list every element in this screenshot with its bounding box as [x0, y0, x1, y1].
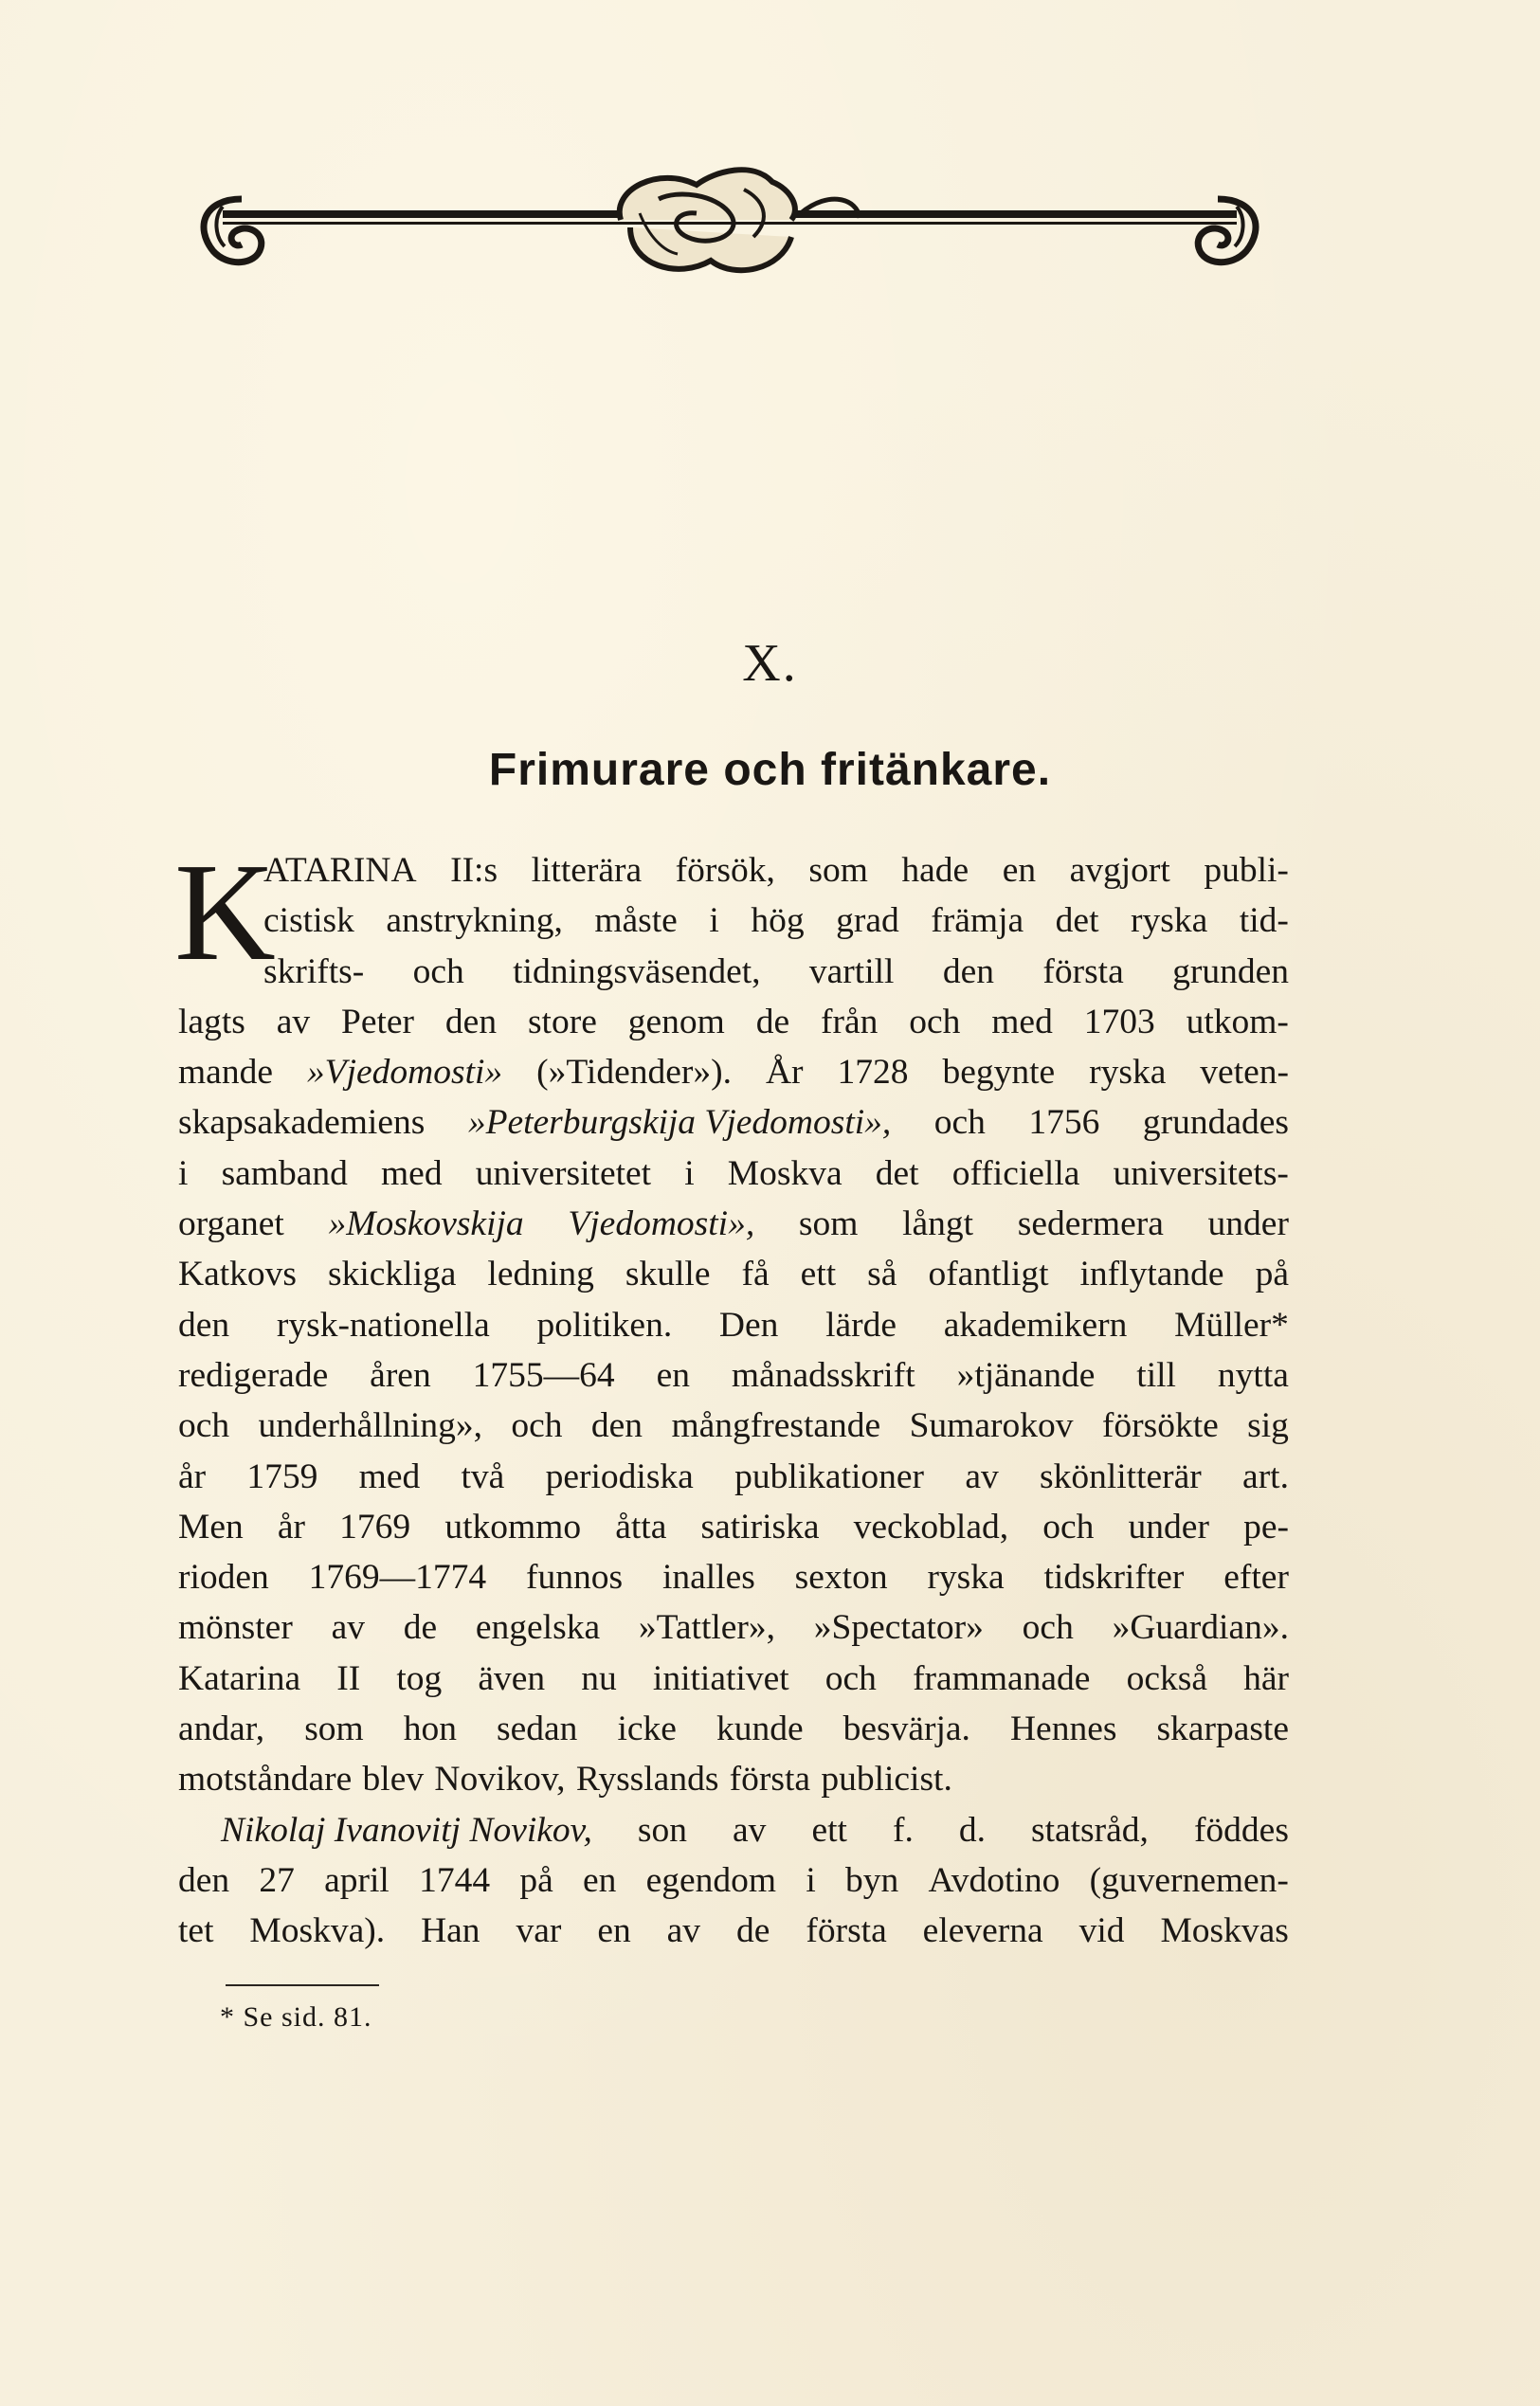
- word: den: [444, 1002, 498, 1041]
- word: med: [991, 1002, 1053, 1041]
- word: ofantligt: [928, 1255, 1049, 1294]
- word: litterära: [531, 851, 643, 890]
- word: År: [765, 1053, 804, 1093]
- word: och: [824, 1658, 877, 1698]
- word: 1755—64: [472, 1355, 615, 1395]
- text-line: [178, 947, 1289, 997]
- word: pe-: [1243, 1507, 1289, 1547]
- word: Moskvas: [1160, 1911, 1289, 1951]
- word: avgjort: [1069, 851, 1170, 890]
- word: periodiska: [545, 1456, 694, 1496]
- word: som: [304, 1710, 364, 1749]
- word: av: [331, 1608, 365, 1648]
- word: lagts: [178, 1002, 245, 1041]
- text-line: [178, 1855, 1289, 1906]
- word: »Guardian».: [1112, 1608, 1289, 1648]
- word: hade: [901, 851, 969, 890]
- word: publikationer: [734, 1456, 925, 1496]
- word: månadsskrift: [731, 1355, 915, 1395]
- word: och: [909, 1002, 961, 1041]
- text-line: [178, 895, 1289, 946]
- word: Müller*: [1174, 1305, 1289, 1345]
- word: som: [798, 1204, 859, 1244]
- word: under: [1128, 1507, 1209, 1547]
- word: en: [582, 1860, 617, 1900]
- word: skönlitterär: [1039, 1456, 1202, 1496]
- word: försökte: [1101, 1406, 1219, 1446]
- text-line: [178, 1502, 1289, 1552]
- text-line: [178, 1097, 1289, 1148]
- word: det: [1055, 901, 1099, 941]
- word: på: [519, 1860, 553, 1900]
- word: kunde: [716, 1710, 804, 1749]
- word: Katarina: [178, 1658, 301, 1698]
- word: anstrykning,: [386, 901, 563, 941]
- word: samband: [221, 1153, 348, 1193]
- text-line: [178, 1300, 1289, 1350]
- word: sedan: [497, 1710, 578, 1749]
- word: få: [741, 1255, 770, 1294]
- word: skickliga: [328, 1255, 457, 1294]
- word: Sumarokov: [909, 1406, 1074, 1446]
- word: nytta: [1217, 1355, 1289, 1395]
- chapter-number: X.: [742, 634, 798, 693]
- word: eleverna: [922, 1911, 1043, 1951]
- word: försök,: [675, 851, 775, 890]
- word: den: [590, 1406, 643, 1446]
- word: officiella: [951, 1153, 1080, 1193]
- text-line: [178, 1149, 1289, 1199]
- word: sexton: [794, 1558, 888, 1598]
- word: byn: [844, 1860, 899, 1900]
- word: 1703: [1083, 1002, 1155, 1041]
- word: 1769—1774: [308, 1558, 487, 1598]
- word: funnos: [526, 1558, 624, 1598]
- word: första: [806, 1911, 887, 1951]
- word: de: [755, 1002, 790, 1041]
- word: och: [1042, 1507, 1095, 1547]
- word: Vjedomosti»,: [568, 1204, 755, 1244]
- word: under: [1207, 1204, 1289, 1244]
- word: universitets-: [1113, 1153, 1289, 1193]
- word: främja: [931, 901, 1024, 941]
- word: åtta: [615, 1507, 667, 1547]
- word: tid-: [1239, 901, 1289, 941]
- word: andar,: [178, 1710, 265, 1749]
- word: som: [808, 851, 868, 890]
- word: långt: [902, 1204, 974, 1244]
- word: sig: [1247, 1406, 1289, 1446]
- word: två: [461, 1456, 505, 1496]
- word: tet: [178, 1911, 214, 1951]
- text-line: [178, 1906, 1289, 1956]
- word: veckoblad,: [853, 1507, 1009, 1547]
- text-lines: [178, 845, 1289, 1957]
- word: art.: [1242, 1456, 1289, 1496]
- word: föddes: [1193, 1810, 1289, 1850]
- word: mångfrestande: [671, 1406, 881, 1446]
- word: och: [1022, 1608, 1074, 1648]
- word: efter: [1223, 1558, 1289, 1598]
- word: Novikov,: [434, 1760, 566, 1800]
- drop-cap: K: [174, 835, 276, 990]
- word: cistisk: [263, 901, 354, 941]
- word: så: [867, 1255, 897, 1294]
- word: 1728: [837, 1053, 909, 1093]
- word: ryska: [1089, 1053, 1167, 1093]
- word: skarpaste: [1156, 1710, 1289, 1749]
- word: 27: [259, 1860, 295, 1900]
- footnote-rule: [226, 1984, 379, 1986]
- word: ett: [811, 1810, 847, 1850]
- footnote: * Se sid. 81.: [220, 2001, 372, 2033]
- text-line: [178, 1754, 1289, 1804]
- word: i: [178, 1153, 189, 1193]
- word: motståndare: [178, 1760, 353, 1800]
- word: var: [516, 1911, 562, 1951]
- word: Rysslands: [575, 1760, 719, 1800]
- word: publicist.: [821, 1760, 952, 1800]
- word: Moskva: [727, 1153, 842, 1193]
- word: åren: [370, 1355, 431, 1395]
- word: av: [666, 1911, 701, 1951]
- word: från: [820, 1002, 879, 1041]
- word: ett: [800, 1255, 837, 1294]
- word: grad: [836, 901, 899, 941]
- word: skulle: [625, 1255, 711, 1294]
- word: »Tattler»,: [638, 1608, 776, 1648]
- word: också: [1126, 1658, 1207, 1698]
- text-line: [178, 1199, 1289, 1249]
- word: måste: [594, 901, 678, 941]
- word: hon: [403, 1710, 457, 1749]
- word: Moskva).: [249, 1911, 386, 1951]
- word: »Spectator»: [813, 1608, 984, 1648]
- word: icke: [617, 1710, 677, 1749]
- word: 1759: [246, 1456, 318, 1496]
- word: rysk-nationella: [276, 1305, 490, 1345]
- word: en: [656, 1355, 690, 1395]
- word: utkom-: [1186, 1002, 1289, 1041]
- word: universitetet: [475, 1153, 652, 1193]
- word: inalles: [661, 1558, 755, 1598]
- word: Avdotino: [928, 1860, 1060, 1900]
- word: initiativet: [652, 1658, 789, 1698]
- word: begynte: [942, 1053, 1056, 1093]
- word: store: [527, 1002, 597, 1041]
- word: blev: [362, 1760, 425, 1800]
- word: d.: [958, 1810, 986, 1850]
- word: de: [403, 1608, 438, 1648]
- word: och: [178, 1406, 230, 1446]
- word: ATARINA: [263, 851, 417, 890]
- word: ryska: [1131, 901, 1208, 941]
- text-line: [178, 1704, 1289, 1754]
- word: lärde: [825, 1305, 897, 1345]
- word: (guvernemen-: [1089, 1860, 1289, 1900]
- word: rioden: [178, 1558, 269, 1598]
- word: »Peterburgskija Vjedomosti»,: [467, 1103, 892, 1143]
- word: mönster: [178, 1608, 293, 1648]
- word: nu: [581, 1658, 617, 1698]
- text-line: [178, 845, 1289, 895]
- word: f.: [892, 1810, 914, 1850]
- word: den: [178, 1305, 230, 1345]
- word: en: [1002, 851, 1037, 890]
- word: vartill: [808, 951, 895, 991]
- word: satiriska: [700, 1507, 820, 1547]
- word: inflytande: [1079, 1255, 1224, 1294]
- word: son: [637, 1810, 688, 1850]
- body-text: [174, 835, 1289, 1957]
- text-line: [178, 1805, 1289, 1855]
- word: hög: [751, 901, 805, 941]
- word: mande: [178, 1053, 273, 1093]
- word: grunden: [1172, 951, 1289, 991]
- word: vid: [1078, 1911, 1125, 1951]
- word: II: [336, 1658, 361, 1698]
- word: »Vjedomosti»: [306, 1053, 503, 1093]
- word: av: [276, 1002, 311, 1041]
- word: och: [933, 1103, 986, 1143]
- word: sedermera: [1017, 1204, 1164, 1244]
- word: även: [478, 1658, 546, 1698]
- word: år: [277, 1507, 306, 1547]
- word: med: [381, 1153, 443, 1193]
- word: på: [1255, 1255, 1289, 1294]
- word: »Moskovskija: [328, 1204, 524, 1244]
- text-line: [178, 1654, 1289, 1704]
- word: politiken.: [536, 1305, 673, 1345]
- word: Nikolaj Ivanovitj Novikov,: [221, 1810, 592, 1850]
- word: och: [511, 1406, 563, 1446]
- text-line: [178, 1401, 1289, 1451]
- word: ryska: [927, 1558, 1005, 1598]
- word: besvärja.: [842, 1710, 970, 1749]
- word: en: [597, 1911, 631, 1951]
- word: tidskrifter: [1043, 1558, 1185, 1598]
- word: statsråd,: [1030, 1810, 1149, 1850]
- word: ledning: [487, 1255, 594, 1294]
- word: Katkovs: [178, 1255, 297, 1294]
- word: Hennes: [1009, 1710, 1117, 1749]
- text-line: [178, 1452, 1289, 1502]
- word: underhållning»,: [258, 1406, 482, 1446]
- word: 1769: [339, 1507, 411, 1547]
- word: Peter: [340, 1002, 415, 1041]
- text-line: [178, 1249, 1289, 1299]
- word: här: [1243, 1658, 1289, 1698]
- word: och: [412, 951, 464, 991]
- word: i: [806, 1860, 816, 1900]
- text-line: [178, 997, 1289, 1047]
- word: skrifts-: [263, 951, 365, 991]
- word: april: [324, 1860, 390, 1900]
- word: den: [178, 1860, 230, 1900]
- word: tog: [396, 1658, 443, 1698]
- word: skapsakademiens: [178, 1103, 426, 1143]
- chapter-title: Frimurare och fritänkare.: [488, 745, 1052, 795]
- word: engelska: [475, 1608, 601, 1648]
- word: första: [729, 1760, 811, 1800]
- ornamental-headpiece: [185, 161, 1275, 303]
- text-line: [178, 1047, 1289, 1097]
- word: frammanade: [913, 1658, 1091, 1698]
- word: redigerade: [178, 1355, 329, 1395]
- word: akademikern: [943, 1305, 1128, 1345]
- word: av: [733, 1810, 767, 1850]
- word: den: [942, 951, 994, 991]
- word: organet: [178, 1204, 284, 1244]
- word: år: [178, 1456, 207, 1496]
- word: i: [684, 1153, 695, 1193]
- text-line: [178, 1350, 1289, 1401]
- word: det: [875, 1153, 919, 1193]
- word: de: [736, 1911, 770, 1951]
- word: genom: [627, 1002, 725, 1041]
- word: veten-: [1200, 1053, 1289, 1093]
- word: II:s: [450, 851, 498, 890]
- word: Den: [718, 1305, 779, 1345]
- word: 1756: [1028, 1103, 1100, 1143]
- word: publi-: [1204, 851, 1289, 890]
- word: grundades: [1142, 1103, 1289, 1143]
- word: Han: [421, 1911, 480, 1951]
- word: egendom: [645, 1860, 777, 1900]
- word: 1744: [419, 1860, 491, 1900]
- word: utkommo: [444, 1507, 582, 1547]
- word: till: [1136, 1355, 1176, 1395]
- word: i: [709, 901, 719, 941]
- word: (»Tidender»).: [536, 1053, 732, 1093]
- text-line: [178, 1552, 1289, 1602]
- word: tidningsväsendet,: [513, 951, 761, 991]
- word: av: [965, 1456, 999, 1496]
- text-line: [178, 1602, 1289, 1653]
- word: med: [358, 1456, 421, 1496]
- word: Men: [178, 1507, 244, 1547]
- word: »tjänande: [956, 1355, 1096, 1395]
- word: första: [1042, 951, 1124, 991]
